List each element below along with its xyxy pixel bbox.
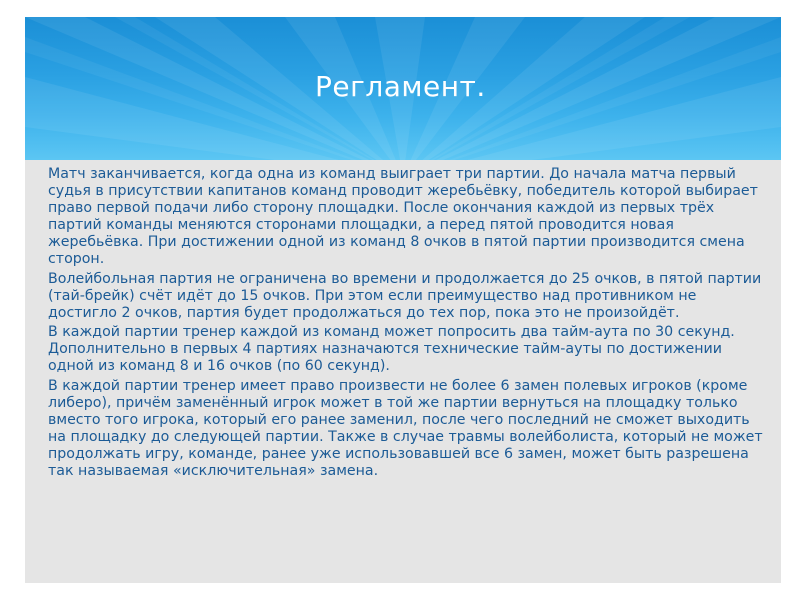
content-text [48,166,763,482]
paragraph-substitutions: В каждой партии тренер имеет право произвести не более 6 замен полевых игроков (кроме либеро), причём заменённый игрок может в той же партии вернуться на площадку только вместо того игрока, который его ранее заменил, после чего последний не сможет выходить на площадку до следующей партии. Также в случае травмы волейболиста, который не может продолжать игру, команде, ранее уже использовавшей все 6 замен, может быть разрешена так называемая «исключительная» замена. [48,377,763,479]
paragraph-match-rules: Матч заканчивается, когда одна из команд выиграет три партии. До начала матча первый судья в присутствии капитанов команд проводит жеребьёвку, победитель которой выбирает право первой подачи либо сторону площадки. После окончания каждой из первых трёх партий команды меняются сторонами площадки, а перед пятой проводится новая жеребьёвка. При достижении одной из команд 8 очков в пятой партии производится смена сторон. [48,166,758,267]
slide-header-banner [25,17,781,160]
paragraph-timeouts: В каждой партии тренер каждой из команд может попросить два тайм-аута по 30 секунд. Дополнительно в первых 4 партиях назначаются технические тайм-ауты по достижении одной из команд 8 и 16 очков (по 60 секунд). [48,324,735,374]
slide-title: Регламент. [315,70,486,103]
paragraph-set-rules: Волейбольная партия не ограничена во времени и продолжается до 25 очков, в пятой партии (тай-брейк) счёт идёт до 15 очков. При этом если преимущество над противником не достигло 2 очков, партия будет продолжаться до тех пор, пока это не произойдёт. [48,270,762,321]
